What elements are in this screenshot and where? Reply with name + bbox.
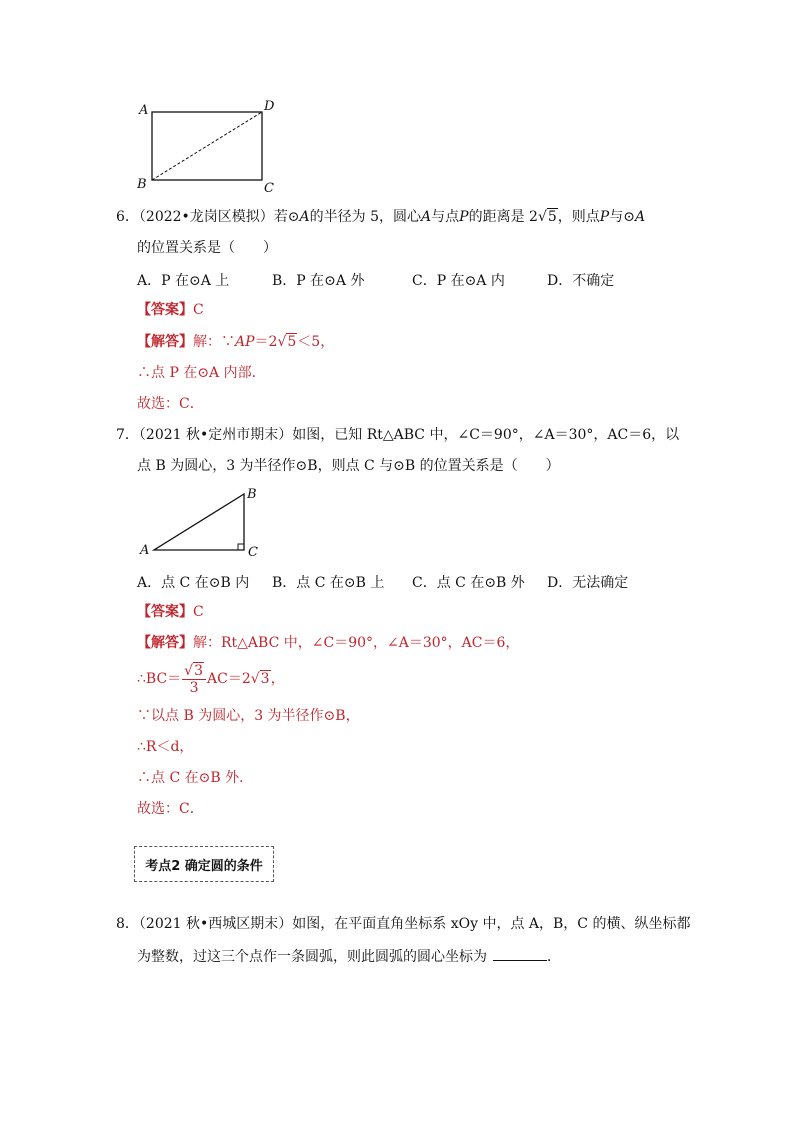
q6-option-a[interactable]: A．P 在⊙A 上	[137, 273, 230, 289]
q7-solution-6: 故选：C．	[137, 801, 204, 817]
rectangle-figure	[130, 96, 290, 196]
q6-solution-2: ∴点 P 在⊙A 内部．	[137, 365, 266, 381]
label-b: B	[247, 487, 257, 502]
q8-stem-line2: 为整数，过这三个点作一条圆弧，则此圆弧的圆心坐标为 ．	[137, 946, 561, 966]
q7-option-c[interactable]: C．点 C 在⊙B 外	[412, 575, 525, 591]
q7-stem-line1: 7．（2021 秋•定州市期末）如图，已知 Rt△ABC 中，∠C＝90°，∠A＝30°，AC＝6，以	[116, 427, 680, 443]
q7-solution-5: ∴点 C 在⊙B 外．	[137, 770, 254, 786]
label-d: D	[264, 99, 275, 114]
q6-stem-line1: 6．（2022•龙岗区模拟）若⊙A的半径为 5，圆心A与点P的距离是 2√5，则点P与⊙A	[116, 209, 646, 225]
label-b: B	[137, 177, 147, 192]
triangle-abc	[154, 494, 244, 550]
answer-blank[interactable]	[493, 946, 547, 961]
right-angle-mark	[238, 544, 244, 550]
q7-solution-3: ∵以点 B 为圆心，3 为半径作⊙B，	[137, 708, 360, 724]
label-a: A	[140, 543, 150, 558]
q6-option-b[interactable]: B．P 在⊙A 外	[272, 273, 365, 289]
section-title: 考点2 确定圆的条件	[145, 858, 263, 874]
triangle-figure	[134, 484, 274, 564]
q8-stem-line1: 8．（2021 秋•西城区期末）如图，在平面直角坐标系 xOy 中，点 A，B，C 的横、纵坐标都	[116, 916, 691, 932]
q7-option-b[interactable]: B．点 C 在⊙B 上	[272, 575, 385, 591]
sqrt-5: √5	[537, 209, 557, 225]
sqrt-5-solution: √5	[277, 334, 297, 350]
q6-solution-3: 故选：C．	[137, 396, 204, 412]
q7-stem-line2: 点 B 为圆心，3 为半径作⊙B，则点 C 与⊙B 的位置关系是（ ）	[137, 458, 560, 474]
fraction-sqrt3-over-3: $\frac{√3}{3}$	[182, 663, 206, 696]
label-c: C	[264, 181, 274, 196]
q6-option-c[interactable]: C．P 在⊙A 内	[412, 273, 505, 289]
q6-answer: 【答案】C	[137, 302, 204, 318]
section-title-box	[134, 846, 274, 882]
q7-option-a[interactable]: A．点 C 在⊙B 内	[137, 575, 250, 591]
label-a: A	[139, 103, 149, 118]
q7-solution-2: ∴BC＝ $\frac{√3}{3}$ AC＝2√3，	[137, 662, 285, 696]
q6-option-d[interactable]: D．不确定	[547, 273, 615, 289]
q7-option-d[interactable]: D．无法确定	[547, 575, 629, 591]
sqrt-3-solution: √3	[250, 671, 270, 687]
label-c: C	[248, 545, 258, 560]
q7-answer: 【答案】C	[137, 604, 204, 620]
q7-solution-1: 【解答】解：Rt△ABC 中，∠C＝90°，∠A＝30°，AC＝6，	[137, 635, 520, 651]
q7-solution-4: ∴R＜d，	[137, 739, 194, 755]
q6-solution-1: 【解答】解：∵AP＝2√5＜5，	[137, 334, 335, 350]
rectangle-abcd	[152, 112, 262, 180]
q6-stem-line2: 的位置关系是（ ）	[137, 240, 277, 256]
diagonal-bd	[152, 112, 262, 180]
